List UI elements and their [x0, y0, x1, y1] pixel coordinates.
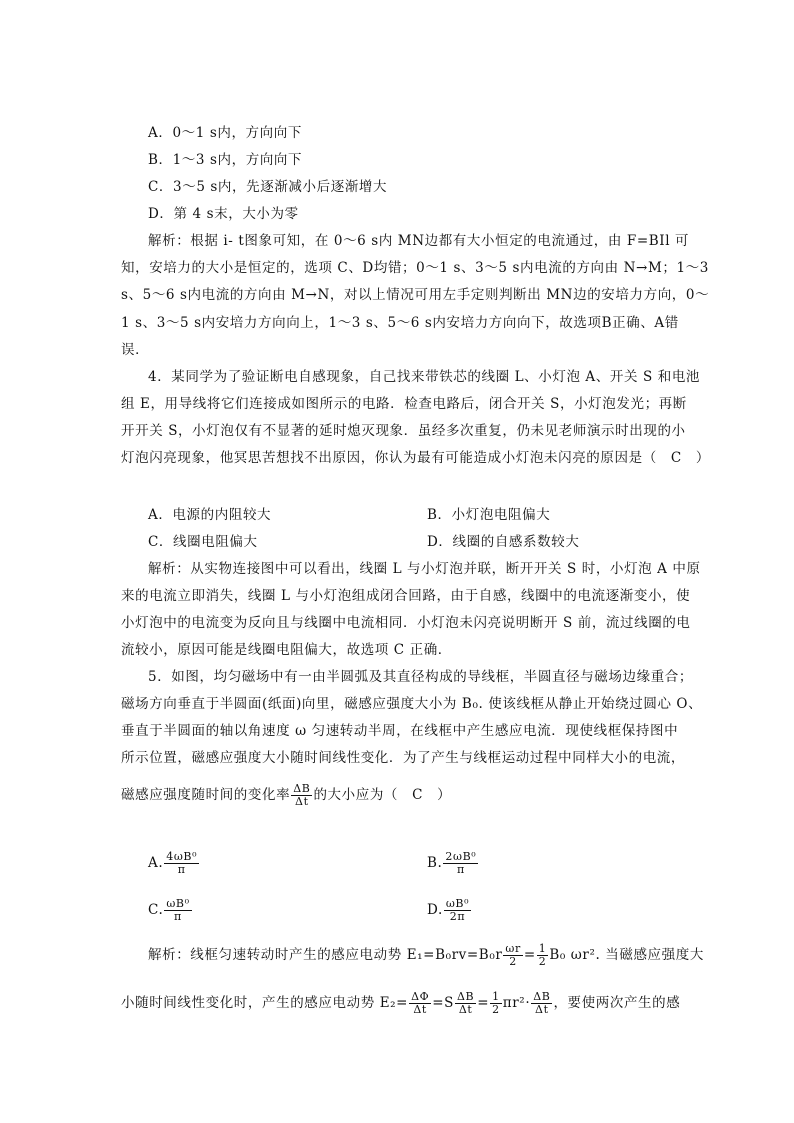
- analysis-fraction: [409, 991, 431, 1016]
- q4-stem-line: 开开关 S，小灯泡仅有不显著的延时熄灭现象．虽经多次重复，仍未见老师演示时出现的小: [121, 423, 686, 439]
- fraction-numerator: ωr: [505, 942, 521, 955]
- q4-analysis-line: 解析：从实物连接图中可以看出，线圈 L 与小灯泡并联，断开开关 S 时，小灯泡 A 中原: [148, 561, 701, 577]
- q5-option-a: [148, 848, 200, 878]
- analysis-text: 小随时间线性变化时，产生的感应电动势 E₂=: [121, 995, 409, 1011]
- fraction-numerator: 2ωB⁰: [445, 850, 477, 863]
- fraction-denominator: Δt: [413, 1003, 427, 1016]
- q3-option-a: A．0～1 s内，方向向下: [148, 125, 302, 141]
- q3-option-b: B．1～3 s内，方向向下: [148, 152, 303, 168]
- fraction-denominator: Δt: [535, 1003, 549, 1016]
- fraction-denominator: π: [456, 863, 465, 876]
- fraction-denominator: 2: [509, 955, 517, 968]
- analysis-text: πr²·: [502, 995, 531, 1011]
- q4-analysis-line: 来的电流立即消失，线圈 L 与小灯泡组成闭合回路，由于自感，线圈中的电流逐渐变小，使: [121, 588, 691, 604]
- q5-analysis-line: [121, 988, 680, 1018]
- q5-stem-line: 5．如图，均匀磁场中有一由半圆弧及其直径构成的导线框，半圆直径与磁场边缘重合；: [148, 669, 693, 685]
- option-fraction: [164, 851, 199, 876]
- q3-analysis-line: 解析：根据 i- t图象可知，在 0～6 s内 MN边都有大小恒定的电流通过，由 F=BIl 可: [148, 233, 690, 249]
- fraction-denominator: π: [177, 863, 186, 876]
- q5-stem-text: 的大小应为（ C ）: [313, 787, 452, 803]
- q3-option-c: C．3～5 s内，先逐渐减小后逐渐增大: [148, 179, 388, 195]
- q5-option-b: [427, 848, 479, 878]
- analysis-text: 解析：线框匀速转动时产生的感应电动势 E₁=B₀rv=B₀r: [148, 947, 503, 963]
- rate-fraction: [291, 783, 312, 808]
- q4-stem-line: 灯泡闪亮现象，他冥思苦想找不出原因，你认为最有可能造成小灯泡未闪亮的原因是（ C ）: [121, 450, 711, 466]
- fraction-numerator: 4ωB⁰: [166, 850, 198, 863]
- q4-analysis-line: 流较小，原因可能是线圈电阻偏大，故选项 C 正确．: [121, 642, 452, 658]
- analysis-text: ，要使两次产生的感: [553, 995, 681, 1011]
- fraction-denominator: 2: [492, 1003, 500, 1016]
- q5-option-d: [427, 895, 472, 925]
- analysis-text: =: [523, 947, 536, 963]
- analysis-fraction: [537, 943, 549, 968]
- analysis-fraction: [531, 991, 552, 1016]
- option-fraction: [443, 851, 478, 876]
- q4-option-c: C．线圈电阻偏大: [148, 534, 258, 550]
- q4-stem-line: 4．某同学为了验证断电自感现象，自己找来带铁芯的线圈 L、小灯泡 A、开关 S 和电池: [148, 369, 701, 385]
- option-label: B.: [427, 855, 443, 871]
- fraction-denominator: Δt: [295, 795, 309, 808]
- analysis-fraction: [455, 991, 476, 1016]
- fraction-numerator: ΔΦ: [411, 990, 430, 1003]
- fraction-numerator: ΔB: [533, 990, 551, 1003]
- fraction-denominator: Δt: [458, 1003, 473, 1016]
- q5-stem-line: 所示位置，磁感应强度大小随时间线性变化．为了产生与线框运动过程中同样大小的电流，: [121, 750, 685, 766]
- q5-stem-last-line: [121, 780, 451, 810]
- q4-stem-line: 组 E，用导线将它们连接成如图所示的电路．检查电路后，闭合开关 S，小灯泡发光；再断: [121, 396, 687, 412]
- fraction-numerator: ωB⁰: [166, 897, 190, 910]
- option-fraction: [444, 898, 471, 923]
- q4-option-d: D．线圈的自感系数较大: [427, 534, 580, 550]
- analysis-fraction: [490, 991, 502, 1016]
- q4-option-a: A．电源的内阻较大: [148, 507, 272, 523]
- fraction-numerator: ΔB: [293, 782, 311, 795]
- q4-analysis-line: 小灯泡中的电流变为反向且与线圈中电流相同．小灯泡未闪亮说明断开 S 前，流过线圈的电: [121, 615, 691, 631]
- fraction-denominator: π: [174, 910, 182, 923]
- q3-analysis-line: 误．: [121, 342, 150, 358]
- q4-option-b: B．小灯泡电阻偏大: [427, 507, 551, 523]
- q5-analysis-line: [148, 940, 704, 970]
- q3-analysis-line: 知，安培力的大小是恒定的，选项 C、D均错；0～1 s、3～5 s内电流的方向由 N→M；1～3: [121, 260, 709, 276]
- q5-stem-line: 垂直于半圆面的轴以角速度 ω 匀速转动半周，在线框中产生感应电流．现使线框保持图中: [121, 723, 679, 739]
- q3-option-d: D．第 4 s末，大小为零: [148, 206, 299, 222]
- analysis-text: =: [477, 995, 490, 1011]
- option-fraction: [164, 898, 191, 923]
- fraction-denominator: 2π: [449, 910, 466, 923]
- option-label: A.: [148, 855, 164, 871]
- fraction-denominator: 2: [538, 955, 547, 968]
- q3-analysis-line: 1 s、3～5 s内安培力方向向上，1～3 s、5～6 s内安培力方向向下，故选项B正确、A错: [121, 315, 679, 331]
- q3-analysis-line: s、5～6 s内电流的方向由 M→N，对以上情况可用左手定则判断出 MN边的安培力方向，0～: [121, 287, 710, 303]
- option-label: C.: [148, 902, 164, 918]
- q5-stem-line: 磁场方向垂直于半圆面(纸面)向里，磁感应强度大小为 B₀. 使该线框从静止开始绕过圆心 O、: [121, 696, 703, 712]
- fraction-numerator: 1: [538, 942, 547, 955]
- fraction-numerator: ΔB: [457, 990, 475, 1003]
- analysis-text: =S: [432, 995, 455, 1011]
- analysis-text: B₀ ωr². 当磁感应强度大: [549, 947, 704, 963]
- q5-option-c: [148, 895, 193, 925]
- fraction-numerator: ωB⁰: [445, 897, 470, 910]
- option-label: D.: [427, 902, 443, 918]
- fraction-numerator: 1: [492, 990, 500, 1003]
- analysis-fraction: [503, 943, 522, 968]
- q5-stem-text: 磁感应强度随时间的变化率: [121, 787, 291, 803]
